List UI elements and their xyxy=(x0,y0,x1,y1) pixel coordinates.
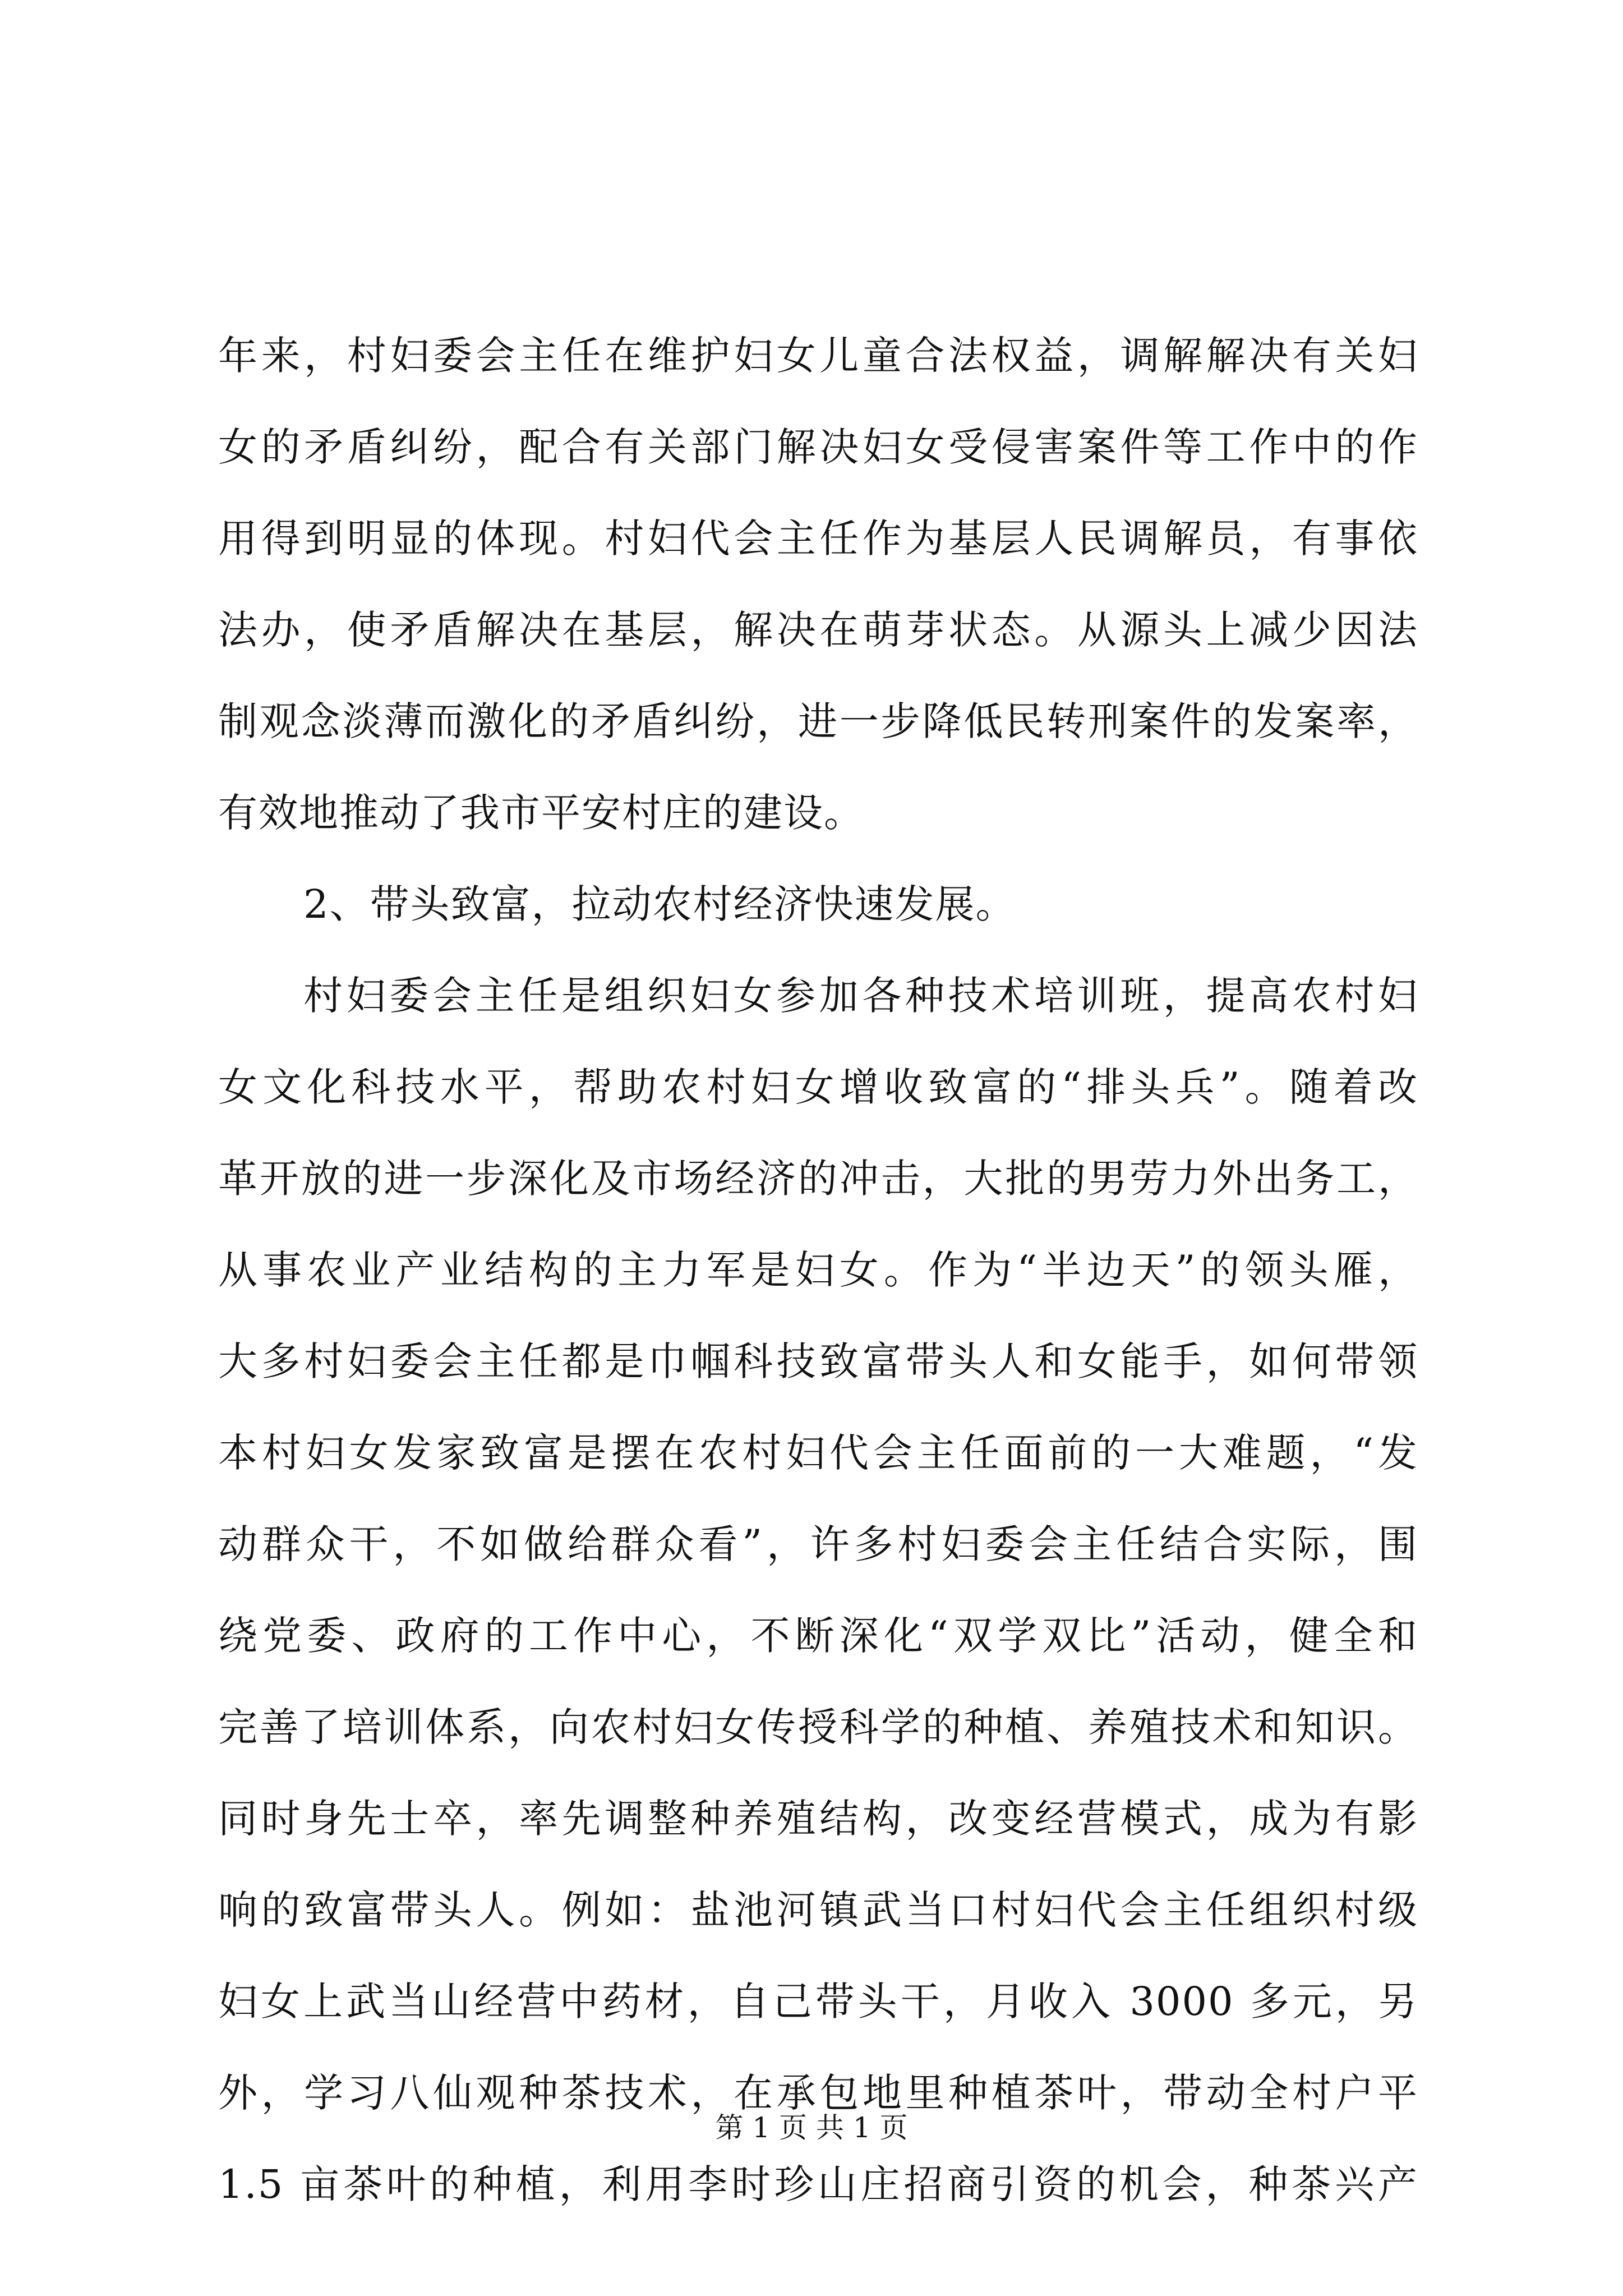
page-number-footer: 第 1 页 共 1 页 xyxy=(715,2111,908,2144)
text-line: 村妇委会主任是组织妇女参加各种技术培训班，提高农村妇 xyxy=(303,973,1418,1019)
text-line: 革开放的进一步深化及市场经济的冲击，大批的男劳力外出务工， xyxy=(218,1156,1418,1202)
text-line: 1.5 亩茶叶的种植，利用李时珍山庄招商引资的机会，种茶兴产 xyxy=(218,2161,1418,2207)
text-line: 大多村妇委会主任都是巾帼科技致富带头人和女能手，如何带领 xyxy=(218,1338,1418,1384)
text-line: 本村妇女发家致富是摆在农村妇代会主任面前的一大难题，“发 xyxy=(218,1430,1418,1476)
text-line: 从事农业产业结构的主力军是妇女。作为“半边天”的领头雁， xyxy=(218,1247,1418,1293)
text-line: 绕党委、政府的工作中心，不断深化“双学双比”活动，健全和 xyxy=(218,1613,1418,1659)
text-line: 女的矛盾纠纷，配合有关部门解决妇女受侵害案件等工作中的作 xyxy=(218,424,1418,470)
text-line: 动群众干，不如做给群众看”，许多村妇委会主任结合实际，围 xyxy=(218,1521,1418,1567)
text-line: 妇女上武当山经营中药材，自己带头干，月收入 3000 多元，另 xyxy=(218,1978,1418,2024)
text-line: 外，学习八仙观种茶技术，在承包地里种植茶叶，带动全村户平 xyxy=(218,2070,1418,2116)
text-line: 用得到明显的体现。村妇代会主任作为基层人民调解员，有事依 xyxy=(218,516,1418,562)
text-line: 法办，使矛盾解决在基层，解决在萌芽状态。从源头上减少因法 xyxy=(218,607,1418,653)
text-line: 完善了培训体系，向农村妇女传授科学的种植、养殖技术和知识。 xyxy=(218,1704,1418,1750)
text-line: 响的致富带头人。例如：盐池河镇武当口村妇代会主任组织村级 xyxy=(218,1887,1418,1933)
text-line: 制观念淡薄而激化的矛盾纠纷，进一步降低民转刑案件的发案率， xyxy=(218,698,1418,744)
text-line: 年来，村妇委会主任在维护妇女儿童合法权益，调解解决有关妇 xyxy=(218,333,1418,379)
document-body xyxy=(218,310,1418,2230)
section-heading: 2、带头致富，拉动农村经济快速发展。 xyxy=(303,881,1016,927)
text-line: 女文化科技水平，帮助农村妇女增收致富的“排头兵”。随着改 xyxy=(218,1064,1418,1110)
text-line: 有效地推动了我市平安村庄的建设。 xyxy=(218,790,864,836)
text-line: 同时身先士卒，率先调整种养殖结构，改变经营模式，成为有影 xyxy=(218,1796,1418,1842)
